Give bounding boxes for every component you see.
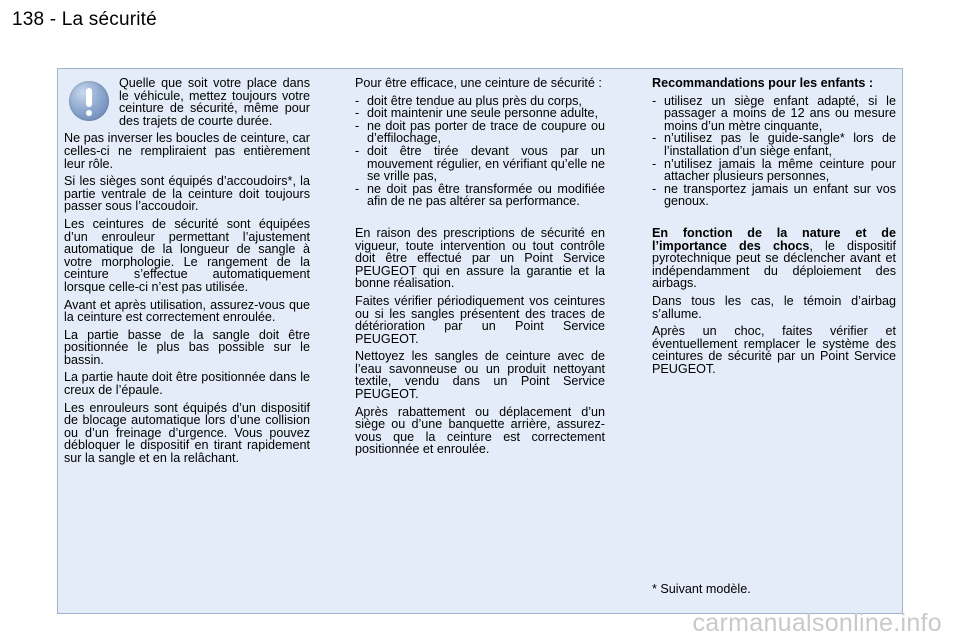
list-item: - doit être tendue au plus près du corps, bbox=[355, 95, 605, 108]
list-item: - doit maintenir une seule personne adulte, bbox=[355, 107, 605, 120]
list-item: - ne doit pas être transformée ou modifiée afin de ne pas altérer sa performance. bbox=[355, 183, 605, 208]
paragraph: La partie basse de la sangle doit être positionnée le plus bas possible sur le bassin. bbox=[64, 327, 310, 367]
page-title: 138 - La sécurité bbox=[12, 9, 157, 30]
section-heading: Recommandations pour les enfants : bbox=[652, 76, 874, 90]
paragraph: Dans tous les cas, le témoin d’airbag s’allume. bbox=[652, 293, 896, 321]
safety-info-panel bbox=[57, 68, 903, 614]
paragraph: Les enrouleurs sont équipés d’un dispositif de blocage automatique lors d’une collision ou d’un freinage d’urgence. Vous pouvez débloquer le dispositif en tirant rapidement sur la sangle et en la relâchant. bbox=[64, 400, 310, 466]
bold-lead: En fonction de la nature et de l’importance des chocs bbox=[652, 225, 896, 253]
paragraph: Après rabattement ou déplacement d’un siège ou d’une banquette arrière, assurez-vous que la ceinture est correctement positionnée et enroulée. bbox=[355, 404, 605, 457]
column-middle bbox=[355, 77, 605, 461]
warning-exclamation-icon bbox=[69, 81, 109, 121]
paragraph: Quelle que soit votre place dans le véhicule, mettez toujours votre ceinture de sécurité, même pour des trajets de courte durée. bbox=[119, 76, 310, 128]
paragraph: La partie haute doit être positionnée dans le creux de l’épaule. bbox=[64, 370, 310, 398]
list-item: - n’utilisez jamais la même ceinture pour attacher plusieurs personnes, bbox=[652, 158, 896, 183]
paragraph: Si les sièges sont équipés d’accoudoirs*, la partie ventrale de la ceinture doit toujours passer sous l’accoudoir. bbox=[64, 174, 310, 214]
list-item: - utilisez un siège enfant adapté, si le passager a moins de 12 ans ou mesure moins d’un mètre cinquante, bbox=[652, 95, 896, 133]
paragraph: Nettoyez les sangles de ceinture avec de l’eau savonneuse ou un produit nettoyant textile, vendu dans un Point Service PEUGEOT. bbox=[355, 349, 605, 402]
paragraph: Faites vérifier périodiquement vos ceintures ou si les sangles présentent des traces de détérioration par un Point Service PEUGEOT. bbox=[355, 293, 605, 346]
list-item: - ne transportez jamais un enfant sur vos genoux. bbox=[652, 183, 896, 208]
paragraph: Avant et après utilisation, assurez-vous que la ceinture est correctement enroulée. bbox=[64, 297, 310, 325]
list-item: - ne doit pas porter de trace de coupure ou d’effilochage, bbox=[355, 120, 605, 145]
paragraph: Ne pas inverser les boucles de ceinture, car celles-ci ne rempliraient pas entièrement leur rôle. bbox=[64, 131, 310, 171]
watermark: carmanualsonline.info bbox=[692, 609, 942, 637]
intro-text: Pour être efficace, une ceinture de sécurité : bbox=[355, 76, 602, 90]
column-right bbox=[652, 77, 896, 380]
column-left bbox=[64, 77, 310, 470]
child-recommendations-list bbox=[652, 95, 896, 208]
list-item: - doit être tirée devant vous par un mouvement régulier, en vérifiant qu’elle ne se vrille pas, bbox=[355, 145, 605, 183]
seatbelt-requirements-list bbox=[355, 95, 605, 208]
pyrotechnic-paragraph bbox=[652, 227, 896, 290]
paragraph: En raison des prescriptions de sécurité en vigueur, toute intervention ou tout contrôle doit être effectué par un Point Service PEUGEOT qui en assure la garantie et la bonne réalisation. bbox=[355, 225, 605, 291]
list-item: - n’utilisez pas le guide-sangle* lors de l’installation d’un siège enfant, bbox=[652, 132, 896, 157]
paragraph: Les ceintures de sécurité sont équipées d’un enrouleur permettant l’ajustement automatique de la longueur de sangle à votre morphologie. Le rangement de la ceinture s’effectue automatiquement lorsque celle-ci n’est pas utilisée. bbox=[64, 216, 310, 294]
footnote: * Suivant modèle. bbox=[652, 582, 751, 596]
lead-rest: , le dispositif pyrotechnique peut se déclencher avant et indépendamment du déploiement des airbags. bbox=[652, 238, 896, 291]
paragraph: Après un choc, faites vérifier et éventuellement remplacer le système des ceintures de sécurité par un Point Service PEUGEOT. bbox=[652, 324, 896, 376]
